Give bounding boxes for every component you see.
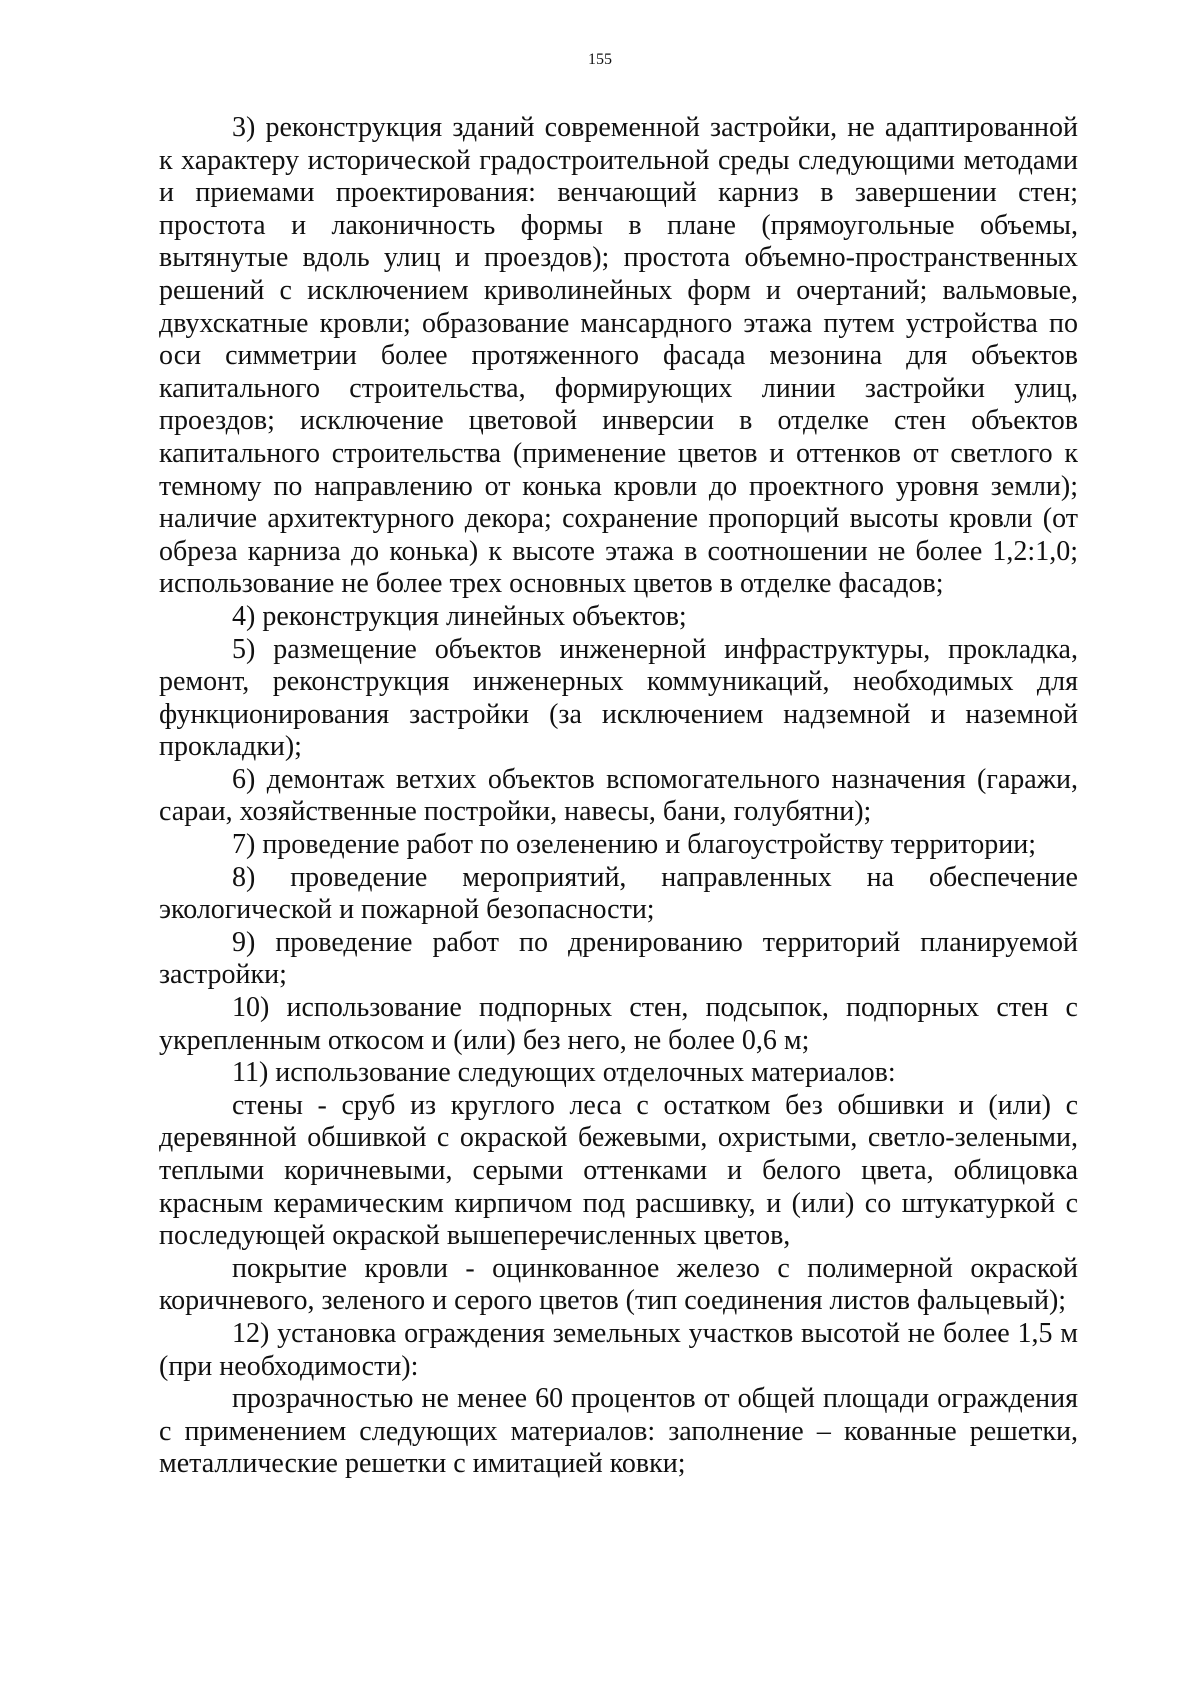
paragraph-item-3: 3) реконструкция зданий современной застройки, не адаптированной к характеру исторической градостроительной среды следующими методами и приемами проектирования: венчающий карниз в завершении стен; простота и лаконичность формы в плане (прямоугольные объемы, вытянутые вдоль улиц и проездов); простота объемно-пространственных решений с исключением криволинейных форм и очертаний; вальмовые, двухскатные кровли; образование мансардного этажа путем устройства по оси симметрии более протяженного фасада мезонина для объектов капитального строительства, формирующих линии застройки улиц, проездов; исключение цветовой инверсии в отделке стен объектов капитального строительства (применение цветов и оттенков от светлого к темному по направлению от конька кровли до проектного уровня земли); наличие архитектурного декора; сохранение пропорций высоты кровли (от обреза карниза до конька) к высоте этажа в соотношении не более 1,2:1,0; использование не более трех основных цветов в отделке фасадов; [159, 112, 1078, 600]
paragraph-item-12: 12) установка ограждения земельных участков высотой не более 1,5 м (при необходимости): [159, 1317, 1078, 1382]
paragraph-walls: стены - сруб из круглого леса с остатком без обшивки и (или) с деревянной обшивкой с окраской бежевыми, охристыми, светло-зелеными, теплыми коричневыми, серыми оттенками и белого цвета, облицовка красным керамическим кирпичом под расшивку, и (или) со штукатуркой с последующей окраской вышеперечисленных цветов, [159, 1089, 1078, 1252]
paragraph-item-7: 7) проведение работ по озеленению и благоустройству территории; [232, 829, 1037, 861]
paragraph-item-10: 10) использование подпорных стен, подсыпок, подпорных стен с укрепленным откосом и (или) без него, не более 0,6 м; [159, 992, 1078, 1056]
paragraph-item-6: 6) демонтаж ветхих объектов вспомогательного назначения (гаражи, сараи, хозяйственные постройки, навесы, бани, голубятни); [159, 763, 1078, 828]
page-number: 155 [588, 51, 612, 68]
paragraph-item-5: 5) размещение объектов инженерной инфраструктуры, прокладка, ремонт, реконструкция инженерных коммуникаций, необходимых для функционирования застройки (за исключением надземной и наземной прокладки); [159, 633, 1078, 763]
paragraph-item-8: 8) проведение мероприятий, направленных на обеспечение экологической и пожарной безопасности; [159, 861, 1078, 926]
paragraph-item-4: 4) реконструкция линейных объектов; [232, 600, 687, 632]
document-body [159, 112, 1078, 1481]
paragraph-item-11: 11) использование следующих отделочных материалов: [232, 1057, 896, 1089]
paragraph-roofing: покрытие кровли - оцинкованное железо с полимерной окраской коричневого, зеленого и серого цветов (тип соединения листов фальцевый); [159, 1252, 1078, 1317]
paragraph-transparency: прозрачностью не менее 60 процентов от общей площади ограждения с применением следующих материалов: заполнение – кованные решетки, металлические решетки с имитацией ковки; [159, 1383, 1078, 1480]
paragraph-item-9: 9) проведение работ по дренированию территорий планируемой застройки; [159, 926, 1078, 991]
